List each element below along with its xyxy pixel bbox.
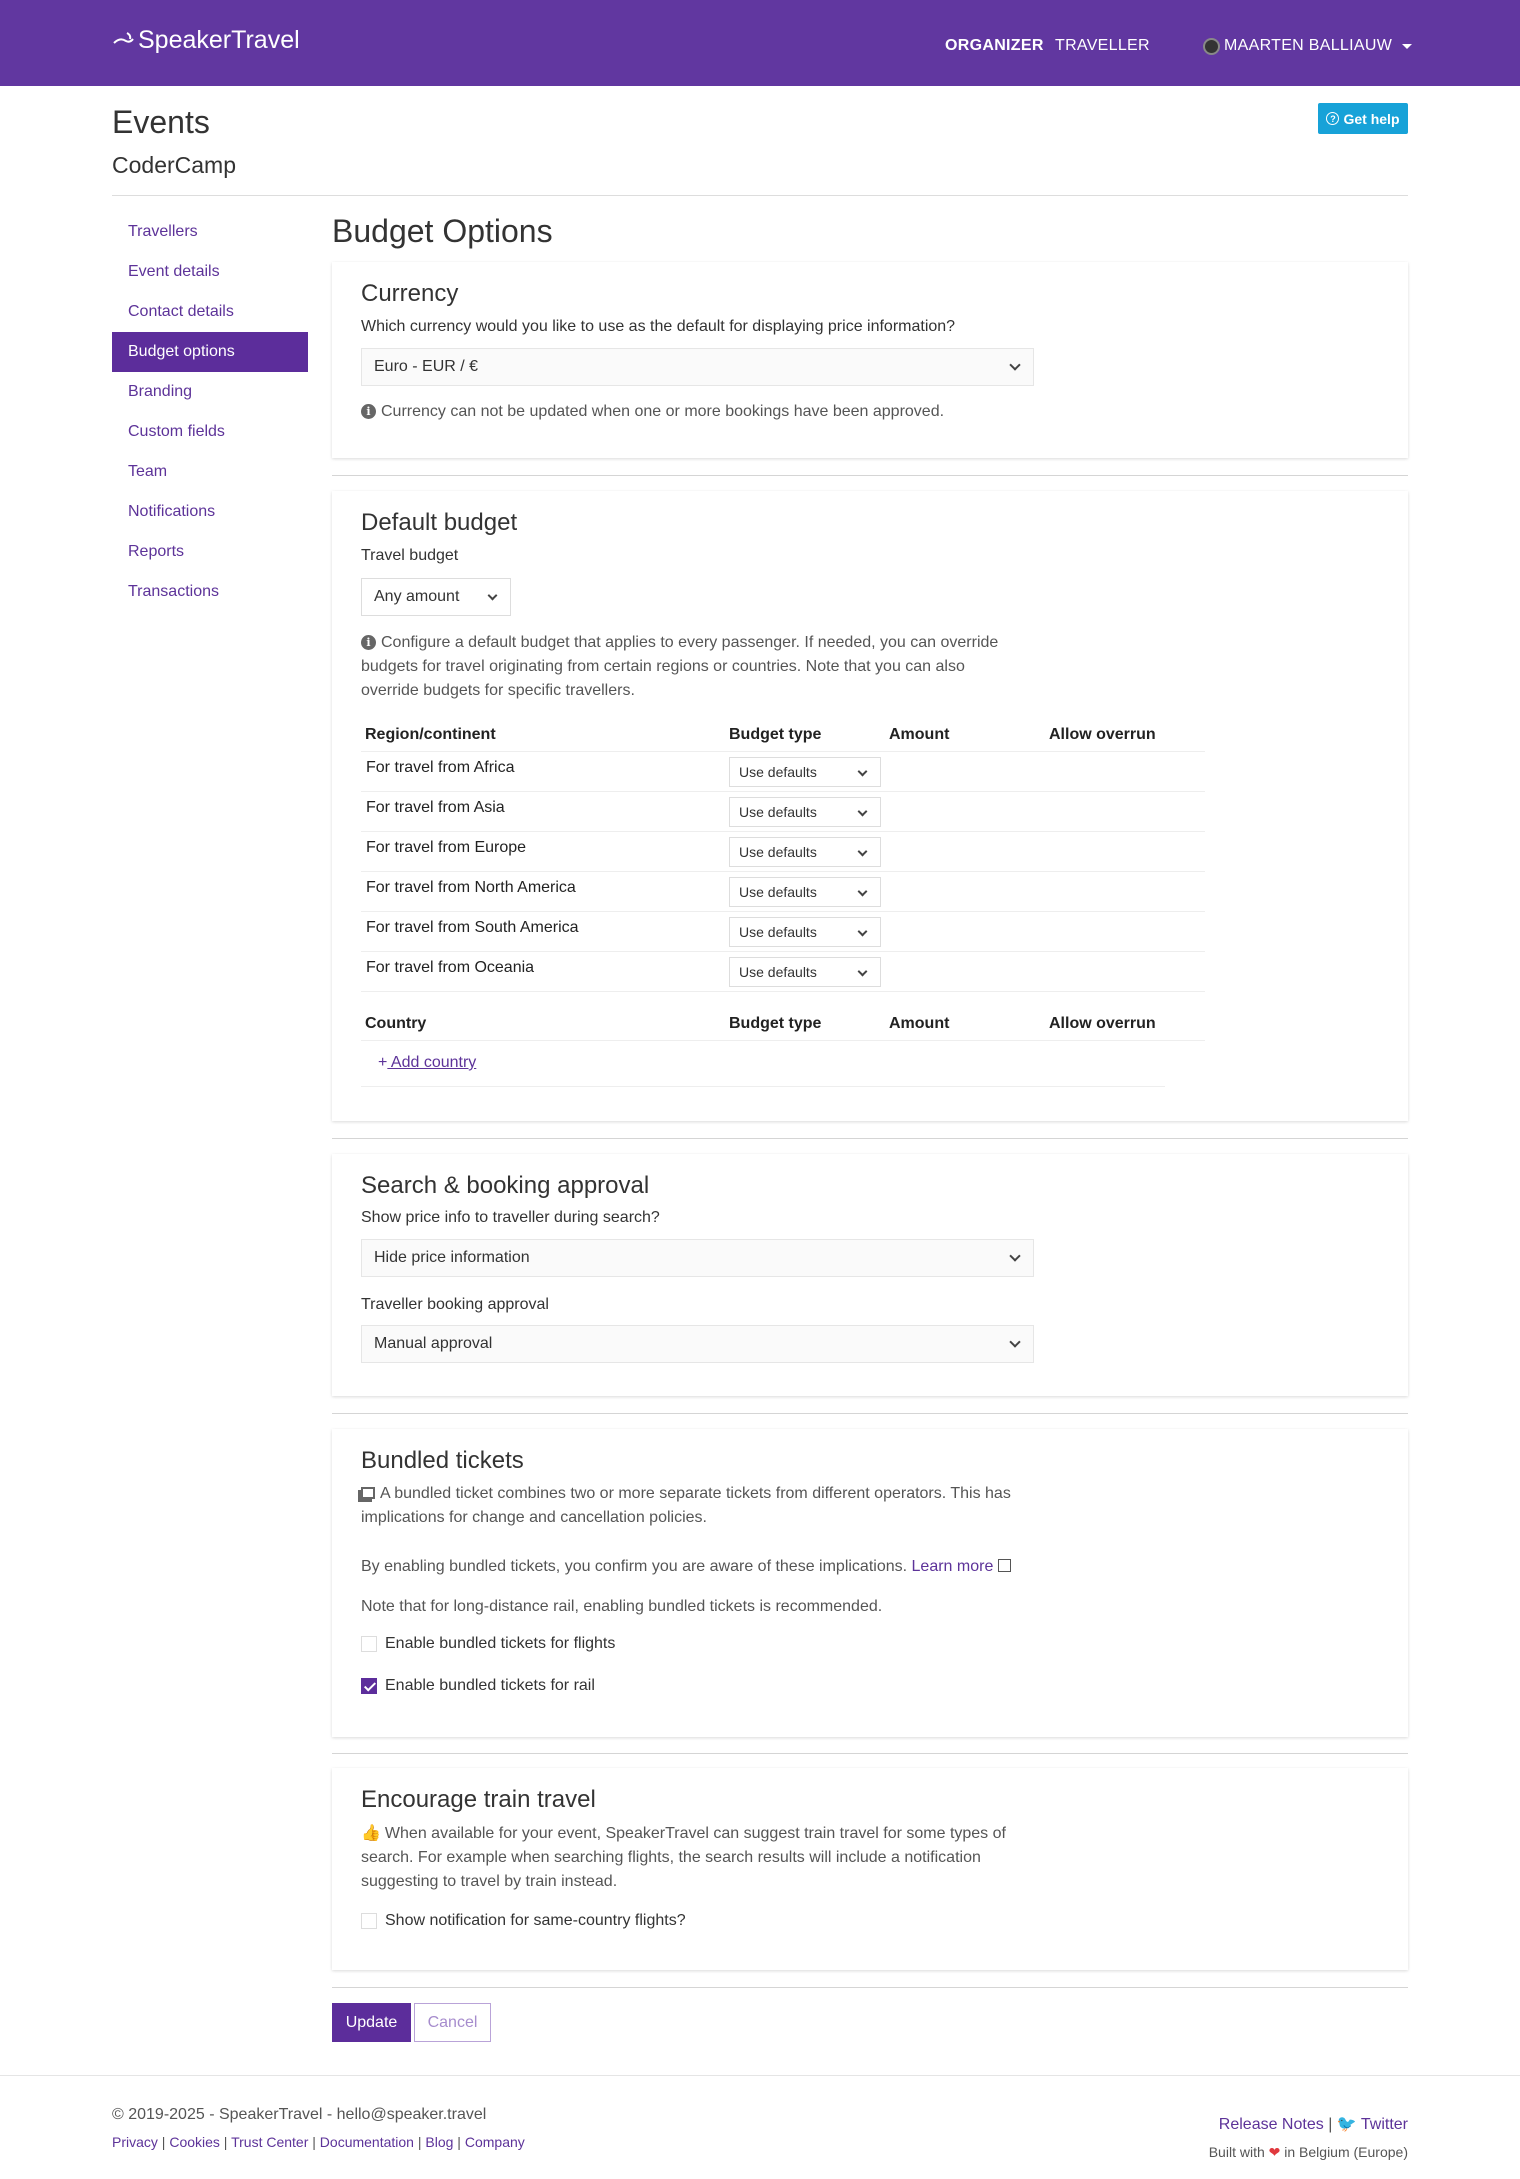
region-label: For travel from Europe — [366, 839, 527, 856]
chevron-down-icon — [858, 847, 868, 857]
row-divider — [361, 751, 1205, 752]
get-help-label: Get help — [1343, 110, 1400, 127]
section-title: Budget Options — [332, 213, 553, 249]
thumbs-up-icon: 👍 — [361, 1825, 381, 1842]
row-divider — [361, 951, 1205, 952]
brand-logo[interactable] — [112, 26, 300, 55]
sidebar-item-travellers[interactable]: Travellers — [128, 223, 198, 240]
footer-link-blog[interactable]: Blog — [425, 2134, 454, 2150]
bundled-rail-checkbox[interactable] — [361, 1677, 595, 1695]
currency-question: Which currency would you like to use as the default for displaying price information? — [361, 318, 956, 335]
region-budget-select[interactable]: Use defaults — [729, 797, 881, 827]
chevron-down-icon — [1009, 359, 1020, 370]
region-budget-select[interactable]: Use defaults — [729, 917, 881, 947]
release-notes-link[interactable]: Release Notes — [1218, 2116, 1324, 2133]
chevron-down-icon — [858, 887, 868, 897]
row-divider — [361, 991, 1205, 992]
bundled-tickets-card — [332, 1429, 1408, 1737]
sidebar-item-branding[interactable]: Branding — [128, 383, 193, 400]
booking-approval-select[interactable] — [361, 1325, 1034, 1363]
sidebar-item-transactions[interactable]: Transactions — [128, 583, 219, 600]
col-allow-overrun: Allow overrun — [1049, 726, 1156, 743]
bundled-confirm: By enabling bundled tickets, you confirm you are aware of these implications. Learn more — [361, 1555, 1011, 1579]
booking-approval-value: Manual approval — [374, 1335, 493, 1352]
row-divider — [361, 871, 1205, 872]
default-budget-heading: Default budget — [361, 509, 518, 536]
add-country-link[interactable]: + Add country — [378, 1054, 477, 1071]
sidebar-item-reports[interactable]: Reports — [128, 543, 185, 560]
footer-built-with: Built with ❤ in Belgium (Europe) — [1208, 2144, 1408, 2160]
col-amount: Amount — [889, 726, 950, 743]
row-divider — [361, 791, 1205, 792]
brand-name: SpeakerTravel — [138, 26, 300, 54]
avatar — [1203, 38, 1220, 55]
price-info-select[interactable] — [361, 1239, 1034, 1277]
update-button[interactable]: Update — [332, 2003, 411, 2042]
footer — [0, 2075, 1520, 2179]
train-travel-card — [332, 1768, 1408, 1970]
travel-budget-select[interactable] — [361, 578, 511, 616]
plus-icon: + — [378, 1054, 388, 1071]
chevron-down-icon — [858, 967, 868, 977]
col-region: Region/continent — [365, 726, 496, 743]
chevron-down-icon — [858, 767, 868, 777]
sidebar-item-event-details[interactable]: Event details — [128, 263, 220, 280]
footer-link-privacy[interactable]: Privacy — [112, 2134, 158, 2150]
sidebar-item-contact-details[interactable]: Contact details — [128, 303, 234, 320]
travel-budget-value: Any amount — [374, 588, 460, 605]
card-divider — [332, 1753, 1408, 1754]
region-budget-select[interactable]: Use defaults — [729, 837, 881, 867]
price-info-label: Show price info to traveller during search? — [361, 1209, 660, 1226]
brand-wave-icon — [112, 31, 134, 51]
learn-more-link[interactable]: Learn more — [912, 1558, 1011, 1575]
external-link-icon — [998, 1559, 1011, 1572]
sidebar-item-team[interactable]: Team — [128, 463, 168, 480]
footer-links: Privacy | Cookies | Trust Center | Documentation | Blog | Company — [112, 2134, 525, 2150]
region-budget-select[interactable]: Use defaults — [729, 957, 881, 987]
sidebar-item-budget-options[interactable]: Budget options — [112, 332, 308, 372]
travel-budget-label: Travel budget — [361, 547, 459, 564]
row-divider — [361, 1040, 1205, 1041]
region-label: For travel from South America — [366, 919, 579, 936]
col-allow-overrun: Allow overrun — [1049, 1015, 1156, 1032]
currency-note: i Currency can not be updated when one or more bookings have been approved. — [361, 400, 944, 424]
currency-card — [332, 262, 1408, 458]
question-circle-icon: ? — [1326, 112, 1339, 125]
search-approval-card — [332, 1154, 1408, 1396]
default-budget-note: i Configure a default budget that applies to every passenger. If needed, you can override budgets for travel originating from certain regions or countries. Note that you can also override budgets for specific travellers. — [361, 634, 999, 699]
user-name: MAARTEN BALLIAUW — [1224, 37, 1393, 54]
twitter-icon: 🐦 — [1336, 2116, 1357, 2133]
header-divider — [112, 195, 1408, 196]
sidebar-item-notifications[interactable]: Notifications — [128, 503, 216, 520]
footer-right-links: Release Notes | 🐦 Twitter — [1218, 2116, 1408, 2133]
chevron-down-icon — [1009, 1336, 1020, 1347]
region-label: For travel from Oceania — [366, 959, 535, 976]
col-budget-type: Budget type — [729, 726, 822, 743]
bundled-rail-note: Note that for long-distance rail, enabling bundled tickets is recommended. — [361, 1598, 883, 1615]
price-info-value: Hide price information — [374, 1249, 530, 1266]
footer-link-documentation[interactable]: Documentation — [319, 2134, 414, 2150]
train-description: 👍 When available for your event, SpeakerTravel can suggest train travel for some types of search. For example when searching flights, the search results will include a notification suggesting to travel by train instead. — [361, 1822, 1061, 1894]
info-icon: i — [361, 404, 376, 419]
card-divider — [332, 1987, 1408, 1988]
region-label: For travel from Africa — [366, 759, 515, 776]
user-menu[interactable] — [1203, 37, 1412, 55]
nav-traveller[interactable]: TRAVELLER — [1055, 37, 1150, 54]
card-divider — [332, 475, 1408, 476]
cancel-button[interactable]: Cancel — [414, 2003, 491, 2042]
bundled-heading: Bundled tickets — [361, 1447, 524, 1474]
currency-heading: Currency — [361, 280, 459, 307]
bundled-rail-label: Enable bundled tickets for rail — [385, 1677, 595, 1694]
row-divider — [361, 831, 1205, 832]
copy-icon — [361, 1487, 375, 1499]
footer-link-company[interactable]: Company — [464, 2134, 525, 2150]
region-label: For travel from North America — [366, 879, 576, 896]
row-divider — [361, 911, 1205, 912]
nav-organizer[interactable]: ORGANIZER — [945, 37, 1044, 54]
chevron-down-icon — [858, 807, 868, 817]
bundled-description: A bundled ticket combines two or more separate tickets from different operators. This has implications for change and cancellation policies. — [361, 1485, 1011, 1526]
info-icon: i — [361, 635, 376, 650]
event-name: CoderCamp — [112, 152, 236, 178]
card-divider — [332, 1138, 1408, 1139]
currency-select[interactable] — [361, 348, 1034, 386]
currency-select-value: Euro - EUR / € — [374, 358, 479, 375]
region-budget-select[interactable]: Use defaults — [729, 757, 881, 787]
checkbox-unchecked[interactable] — [361, 1913, 377, 1929]
get-help-button[interactable] — [1318, 103, 1408, 134]
heart-icon: ❤ — [1268, 2144, 1281, 2160]
card-divider — [332, 1413, 1408, 1414]
bundled-flights-label: Enable bundled tickets for flights — [385, 1635, 616, 1652]
booking-approval-label: Traveller booking approval — [361, 1296, 549, 1313]
same-country-label: Show notification for same-country flights? — [385, 1912, 686, 1929]
region-label: For travel from Asia — [366, 799, 505, 816]
col-country: Country — [365, 1015, 427, 1032]
caret-down-icon — [1402, 44, 1412, 49]
row-divider — [361, 1086, 1165, 1087]
checkbox-checked[interactable] — [361, 1678, 377, 1694]
footer-link-trust-center[interactable]: Trust Center — [231, 2134, 309, 2150]
page-title: Events — [112, 104, 210, 140]
sidebar-item-custom-fields[interactable]: Custom fields — [128, 423, 225, 440]
train-heading: Encourage train travel — [361, 1786, 596, 1813]
same-country-checkbox[interactable] — [361, 1912, 686, 1930]
default-budget-card — [332, 491, 1408, 1121]
col-amount: Amount — [889, 1015, 950, 1032]
sidebar — [112, 212, 308, 612]
col-budget-type: Budget type — [729, 1015, 822, 1032]
checkbox-unchecked[interactable] — [361, 1636, 377, 1652]
top-navbar — [0, 0, 1520, 86]
bundled-flights-checkbox[interactable] — [361, 1635, 615, 1653]
chevron-down-icon — [858, 927, 868, 937]
twitter-link[interactable]: 🐦 Twitter — [1336, 2116, 1408, 2133]
footer-copyright: © 2019-2025 - SpeakerTravel - hello@speaker.travel — [112, 2106, 487, 2123]
chevron-down-icon — [488, 591, 498, 601]
search-approval-heading: Search & booking approval — [361, 1172, 650, 1199]
chevron-down-icon — [1009, 1250, 1020, 1261]
region-budget-select[interactable]: Use defaults — [729, 877, 881, 907]
footer-link-cookies[interactable]: Cookies — [169, 2134, 220, 2150]
